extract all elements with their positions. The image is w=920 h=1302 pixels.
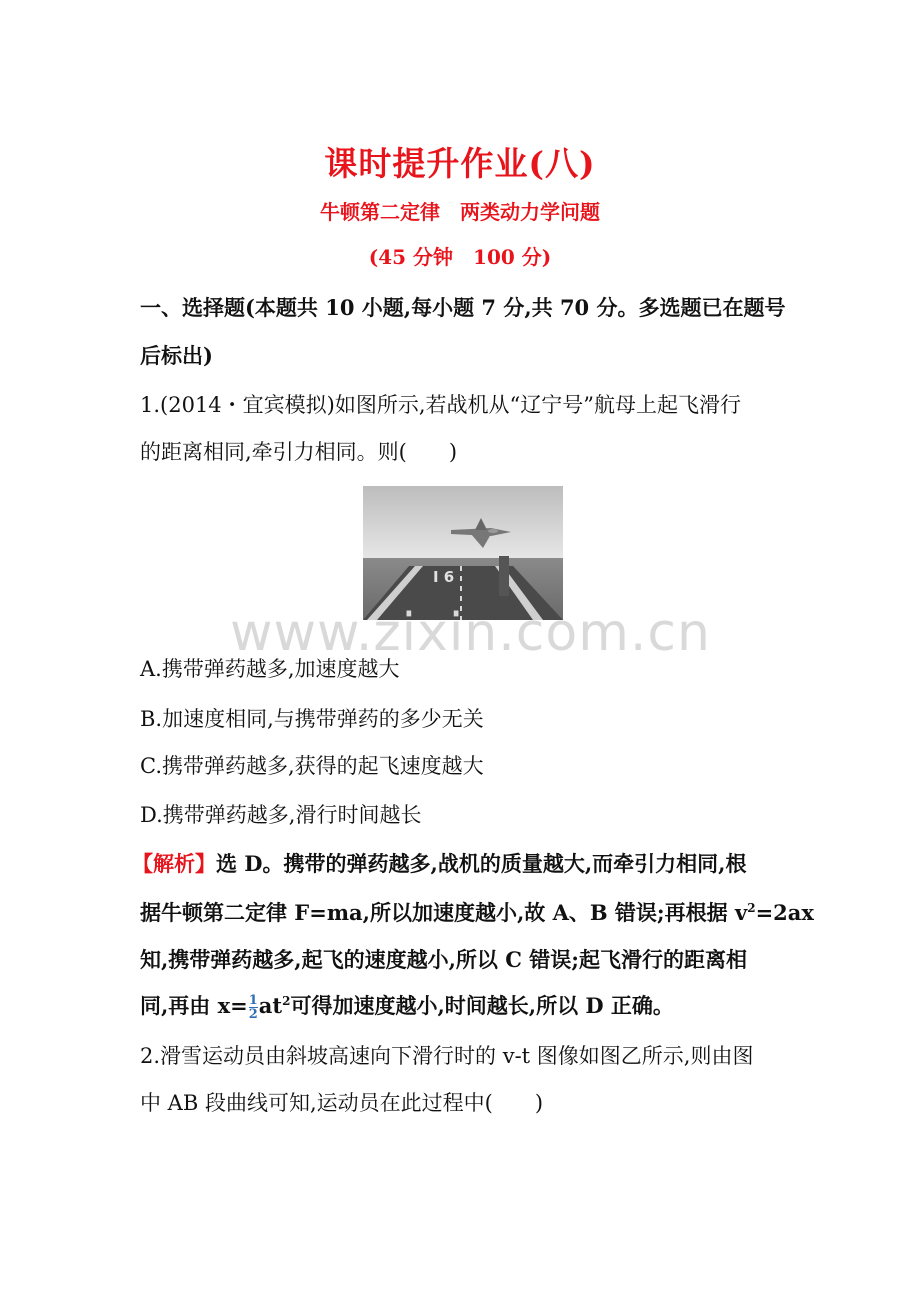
analysis-line4: 同,再由 x= $\frac{1}{2}$ $at^2$可得加速度越小,时间越长,所以 D 正确。: [140, 993, 674, 1022]
fraction-one-half: $\frac{1}{2}$: [248, 993, 258, 1022]
question-2-line1: 2.滑雪运动员由斜坡高速向下滑行时的 v-t 图像如图乙所示,则由图: [140, 1044, 754, 1068]
option-c: C.携带弹药越多,获得的起飞速度越大: [140, 754, 484, 778]
option-a: A.携带弹药越多,加速度越大: [140, 657, 400, 681]
time-score: (45 分钟 100 分): [368, 245, 552, 269]
watermark: www.zixin.com.cn: [230, 603, 711, 663]
page-subtitle: 牛顿第二定律 两类动力学问题: [320, 200, 600, 224]
svg-text:I 6: I 6: [433, 568, 455, 586]
analysis-tag: 【解析】: [132, 851, 216, 876]
analysis-line2: 据牛顿第二定律 F=ma,所以加速度越小,故 A、B 错误;再根据 $v^2=2ax$: [140, 900, 814, 925]
question-1-line2: 的距离相同,牵引力相同。则( ): [140, 440, 458, 464]
option-b: B.加速度相同,与携带弹药的多少无关: [140, 707, 484, 731]
analysis-line1: 【解析】选 D。携带的弹药越多,战机的质量越大,而牵引力相同,根: [132, 851, 747, 876]
question-2-line2: 中 AB 段曲线可知,运动员在此过程中( ): [140, 1091, 544, 1115]
section-heading-line1: 一、选择题(本题共 10 小题,每小题 7 分,共 70 分。多选题已在题号: [140, 295, 786, 320]
analysis-line3: 知,携带弹药越多,起飞的速度越小,所以 C 错误;起飞滑行的距离相: [140, 947, 748, 972]
section-heading-line2: 后标出): [140, 343, 213, 368]
page-title: 课时提升作业(八): [324, 144, 596, 183]
question-1-line1: 1.(2014・宜宾模拟)如图所示,若战机从“辽宁号”航母上起飞滑行: [140, 393, 742, 417]
aircraft-carrier-photo: [363, 486, 563, 620]
option-d: D.携带弹药越多,滑行时间越长: [140, 803, 422, 827]
